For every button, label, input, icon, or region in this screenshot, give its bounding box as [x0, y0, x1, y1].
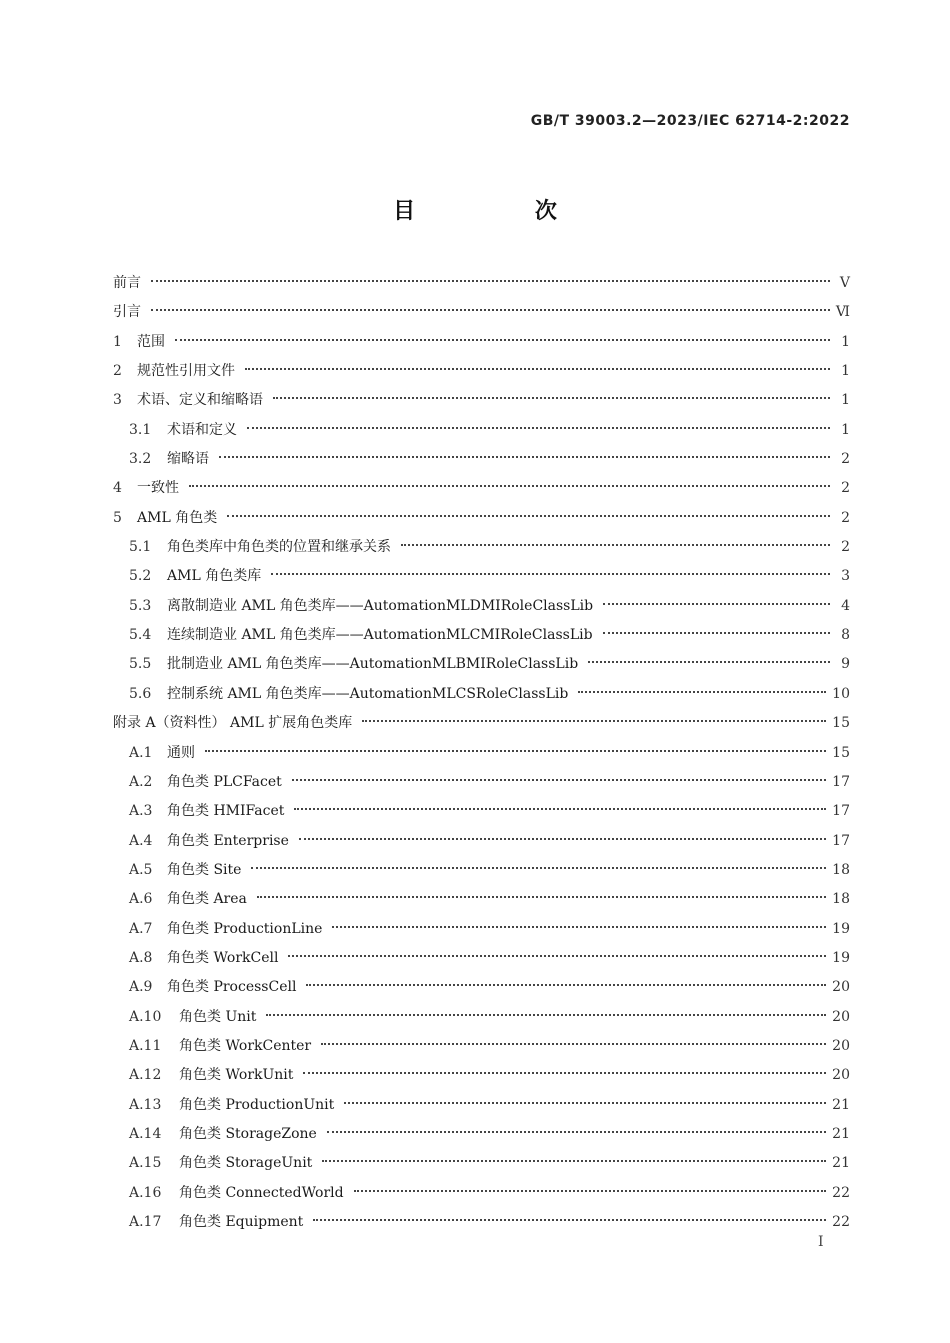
- toc-entry-number: 5.6: [129, 685, 152, 702]
- table-of-contents: [113, 269, 850, 1237]
- toc-entry-label: 批制造业 AML 角色类库——AutomationMLBMIRoleClassLib: [167, 656, 579, 673]
- toc-entry-number: A.11: [129, 1037, 162, 1054]
- dot-leader: [322, 1160, 826, 1162]
- dot-leader: [362, 720, 826, 722]
- page-title: 目 次: [393, 199, 613, 224]
- toc-entry-number: 5.3: [129, 597, 152, 614]
- toc-entry[interactable]: [113, 533, 850, 562]
- toc-entry-label: 规范性引用文件: [137, 363, 235, 380]
- toc-entry-label: 角色类 Enterprise: [167, 832, 289, 849]
- toc-entry-label: 角色类 ProductionLine: [167, 920, 323, 937]
- toc-entry-label: 连续制造业 AML 角色类库——AutomationMLCMIRoleClassLib: [167, 627, 593, 644]
- toc-entry-page: 3: [841, 568, 850, 585]
- toc-entry[interactable]: [113, 269, 850, 298]
- toc-entry-label: AML 角色类库: [167, 568, 262, 585]
- toc-entry-page: 2: [841, 539, 850, 556]
- toc-entry-page: 1: [841, 363, 850, 380]
- dot-leader: [588, 661, 830, 663]
- toc-entry-number: A.17: [129, 1214, 162, 1230]
- toc-entry-number: A.8: [129, 949, 153, 966]
- toc-entry-number: A.12: [129, 1067, 162, 1084]
- dot-leader: [266, 1014, 826, 1016]
- toc-entry-number: 4: [113, 480, 122, 497]
- toc-entry-label: 角色类 PLCFacet: [167, 773, 282, 790]
- standard-code: GB/T 39003.2—2023/IEC 62714-2:2022: [530, 113, 850, 129]
- toc-entry-number: 5.5: [129, 656, 152, 673]
- toc-entry-page: 21: [832, 1096, 850, 1113]
- toc-entry-number: A.16: [129, 1184, 162, 1201]
- toc-entry-page: 2: [841, 451, 850, 468]
- toc-entry[interactable]: [113, 621, 850, 650]
- dot-leader: [344, 1102, 826, 1104]
- dot-leader: [321, 1043, 826, 1045]
- toc-entry[interactable]: [113, 1003, 850, 1032]
- toc-entry-page: 21: [832, 1125, 850, 1142]
- toc-entry[interactable]: [113, 298, 850, 327]
- toc-entry[interactable]: [113, 650, 850, 679]
- dot-leader: [292, 779, 826, 781]
- toc-entry-page: 17: [832, 773, 850, 790]
- toc-entry-number: A.2: [129, 773, 153, 790]
- toc-entry-page: 15: [832, 744, 850, 761]
- toc-entry[interactable]: [113, 562, 850, 591]
- toc-entry-number: 3.1: [129, 421, 152, 438]
- toc-entry-page: V: [839, 275, 850, 291]
- toc-entry-page: 1: [841, 333, 850, 350]
- toc-entry-label: 角色类 StorageUnit: [179, 1155, 313, 1172]
- toc-entry[interactable]: [113, 944, 850, 973]
- toc-entry-label: 角色类 WorkCenter: [179, 1037, 312, 1054]
- toc-entry-page: 8: [841, 627, 850, 644]
- toc-entry[interactable]: [113, 797, 850, 826]
- toc-entry[interactable]: [113, 915, 850, 944]
- toc-entry-number: A.5: [129, 861, 153, 878]
- dot-leader: [227, 515, 830, 517]
- toc-entry[interactable]: [113, 328, 850, 357]
- toc-entry[interactable]: [113, 386, 850, 415]
- toc-entry-label: 角色类库中角色类的位置和继承关系: [167, 539, 391, 556]
- toc-entry-page: 22: [832, 1214, 850, 1230]
- toc-entry[interactable]: [113, 474, 850, 503]
- toc-entry-number: A.15: [129, 1155, 162, 1172]
- toc-entry-page: 17: [832, 803, 850, 820]
- dot-leader: [189, 485, 830, 487]
- toc-entry-page: 18: [832, 861, 850, 878]
- toc-entry-page: 20: [832, 979, 850, 996]
- toc-entry-number: 5.4: [129, 627, 152, 644]
- toc-entry-label: 术语、定义和缩略语: [137, 392, 263, 409]
- toc-entry-page: 1: [841, 421, 850, 438]
- toc-entry-page: 21: [832, 1155, 850, 1172]
- toc-entry-label: 离散制造业 AML 角色类库——AutomationMLDMIRoleClassLib: [167, 597, 594, 614]
- toc-entry[interactable]: [113, 885, 850, 914]
- toc-entry-label: 术语和定义: [167, 421, 237, 438]
- toc-entry-label: 附录 A（资料性） AML 扩展角色类库: [113, 715, 353, 732]
- toc-entry[interactable]: [113, 1032, 850, 1061]
- dot-leader: [306, 984, 826, 986]
- dot-leader: [294, 808, 826, 810]
- toc-entry-page: Ⅵ: [835, 304, 850, 321]
- toc-entry-number: 3.2: [129, 451, 152, 468]
- toc-entry-number: 5.2: [129, 568, 152, 585]
- toc-entry-number: A.9: [129, 979, 153, 996]
- toc-entry-label: 角色类 Site: [167, 861, 242, 878]
- dot-leader: [251, 867, 826, 869]
- toc-entry[interactable]: [113, 739, 850, 768]
- toc-entry-number: A.13: [129, 1096, 162, 1113]
- toc-entry-label: 缩略语: [167, 451, 209, 468]
- toc-entry-number: 5: [113, 509, 122, 526]
- dot-leader: [219, 456, 830, 458]
- toc-entry-page: 4: [841, 597, 850, 614]
- toc-entry-label: 角色类 HMIFacet: [167, 803, 285, 820]
- toc-entry[interactable]: [113, 504, 850, 533]
- toc-entry[interactable]: [113, 1120, 850, 1149]
- toc-entry[interactable]: [113, 1179, 850, 1208]
- toc-entry[interactable]: [113, 1149, 850, 1178]
- toc-entry-number: A.1: [129, 744, 153, 761]
- dot-leader: [257, 896, 826, 898]
- toc-entry-label: 角色类 ProductionUnit: [179, 1096, 335, 1113]
- toc-entry-page: 2: [841, 509, 850, 526]
- toc-entry[interactable]: [113, 768, 850, 797]
- toc-entry-page: 20: [832, 1008, 850, 1025]
- dot-leader: [603, 632, 830, 634]
- dot-leader: [271, 573, 830, 575]
- dot-leader: [245, 368, 830, 370]
- toc-entry-label: 角色类 Equipment: [179, 1214, 304, 1230]
- toc-entry[interactable]: [113, 592, 850, 621]
- dot-leader: [354, 1190, 827, 1192]
- toc-entry-label: 角色类 WorkUnit: [179, 1067, 294, 1084]
- toc-entry-page: 1: [841, 392, 850, 409]
- toc-entry[interactable]: [113, 1061, 850, 1090]
- toc-entry-number: A.10: [129, 1008, 162, 1025]
- toc-entry-label: 角色类 ProcessCell: [167, 979, 297, 996]
- toc-entry-page: 19: [832, 949, 850, 966]
- toc-entry[interactable]: [113, 856, 850, 885]
- toc-entry-number: A.3: [129, 803, 153, 820]
- toc-entry[interactable]: [113, 973, 850, 1002]
- toc-entry-page: 10: [832, 685, 850, 702]
- dot-leader: [313, 1219, 826, 1221]
- toc-entry-number: 1: [113, 333, 122, 350]
- toc-entry-page: 9: [841, 656, 850, 673]
- toc-entry[interactable]: [113, 416, 850, 445]
- dot-leader: [247, 427, 830, 429]
- toc-entry[interactable]: [113, 680, 850, 709]
- toc-entry-number: A.14: [129, 1125, 162, 1142]
- toc-entry-number: 2: [113, 363, 122, 380]
- dot-leader: [151, 280, 830, 282]
- toc-entry-label: 角色类 ConnectedWorld: [179, 1184, 344, 1201]
- toc-entry-label: 角色类 Area: [167, 891, 247, 908]
- dot-leader: [288, 955, 826, 957]
- toc-entry-label: 角色类 WorkCell: [167, 949, 279, 966]
- dot-leader: [327, 1131, 826, 1133]
- page-number: I: [818, 1234, 824, 1250]
- dot-leader: [332, 926, 826, 928]
- dot-leader: [151, 309, 830, 311]
- toc-entry-page: 20: [832, 1067, 850, 1084]
- toc-entry[interactable]: [113, 357, 850, 386]
- toc-entry-label: 引言: [113, 304, 141, 321]
- toc-entry[interactable]: [113, 827, 850, 856]
- toc-entry[interactable]: [113, 1208, 850, 1237]
- toc-entry-label: 角色类 Unit: [179, 1008, 257, 1025]
- dot-leader: [401, 544, 830, 546]
- toc-entry-label: 前言: [113, 275, 141, 291]
- toc-entry-label: 通则: [167, 744, 195, 761]
- toc-entry-page: 15: [832, 715, 850, 732]
- toc-entry-label: 控制系统 AML 角色类库——AutomationMLCSRoleClassLib: [167, 685, 569, 702]
- toc-entry-page: 20: [832, 1037, 850, 1054]
- toc-entry[interactable]: [113, 445, 850, 474]
- toc-entry-page: 19: [832, 920, 850, 937]
- toc-entry-label: 一致性: [137, 480, 179, 497]
- toc-entry-page: 17: [832, 832, 850, 849]
- dot-leader: [303, 1072, 826, 1074]
- toc-entry[interactable]: [113, 1091, 850, 1120]
- toc-entry-page: 22: [832, 1184, 850, 1201]
- dot-leader: [578, 691, 826, 693]
- toc-entry-number: A.7: [129, 920, 153, 937]
- dot-leader: [603, 603, 830, 605]
- dot-leader: [273, 397, 830, 399]
- toc-entry-label: AML 角色类: [137, 509, 218, 526]
- dot-leader: [299, 838, 826, 840]
- toc-entry-number: 3: [113, 392, 122, 409]
- toc-entry-label: 范围: [137, 333, 165, 350]
- toc-entry-number: 5.1: [129, 539, 152, 556]
- toc-entry-number: A.4: [129, 832, 153, 849]
- dot-leader: [175, 339, 830, 341]
- dot-leader: [205, 750, 826, 752]
- toc-entry[interactable]: [113, 709, 850, 738]
- toc-entry-number: A.6: [129, 891, 153, 908]
- toc-entry-label: 角色类 StorageZone: [179, 1125, 317, 1142]
- toc-entry-page: 18: [832, 891, 850, 908]
- toc-entry-page: 2: [841, 480, 850, 497]
